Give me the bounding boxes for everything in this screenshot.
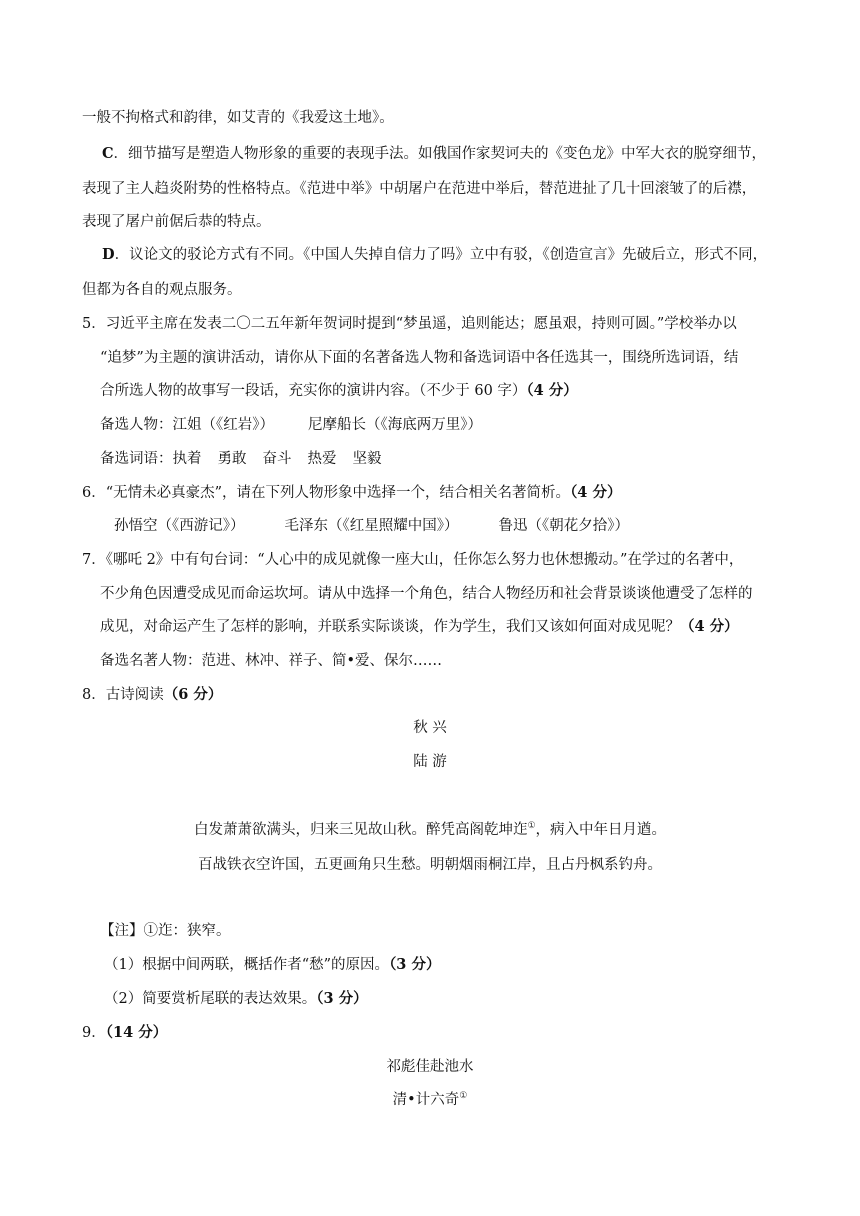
footnote-marker: ① xyxy=(459,1091,468,1102)
question-8-sub-2-score: （3 分） xyxy=(316,990,368,1007)
question-5-people xyxy=(100,415,482,435)
option-d-line-1 xyxy=(102,245,767,265)
question-8-sub-2-text: （2）简要赏析尾联的表达效果。 xyxy=(104,991,317,1007)
poem-line-1 xyxy=(0,820,860,840)
prose-author-name: 清•计六奇 xyxy=(392,1092,460,1108)
poem-line-1-part-b: ，病入中年日月遒。 xyxy=(535,822,667,838)
option-d-letter: D xyxy=(102,246,115,263)
question-6 xyxy=(82,483,621,503)
words-label: 备选词语： xyxy=(100,451,173,467)
option-d-text-1: ．议论文的驳论方式有不同。《中国人失掉自信力了吗》立中有驳，《创造宣言》先破后立，形式不同， xyxy=(114,247,768,263)
character-option: 毛泽东（《红星照耀中国》） xyxy=(284,518,459,534)
option-c-line-3: 表现了屠户前倨后恭的特点。 xyxy=(82,214,271,230)
poem-line-2: 百战铁衣空许国，五更画角只生愁。明朝烟雨桐江岸，且占丹枫系钓舟。 xyxy=(198,857,662,873)
character-option: 鲁迅（《朝花夕拾》） xyxy=(498,518,629,534)
question-7-score: （4 分） xyxy=(680,618,739,635)
word-option: 坚毅 xyxy=(352,451,382,467)
question-5-line-2: “追梦”为主题的演讲活动，请你从下面的名著备选人物和备选词语中各任选其一，围绕所选词语，结 xyxy=(100,350,739,366)
question-5-text-3: 合所选人物的故事写一段话，充实你的演讲内容。（不少于 60 字） xyxy=(100,383,527,399)
poem-title: 秋 兴 xyxy=(413,720,447,736)
person-option: 尼摩船长（《海底两万里》） xyxy=(308,417,482,433)
question-5-score: （4 分） xyxy=(526,382,578,399)
people-label: 备选人物： xyxy=(100,417,173,433)
question-6-score: （4 分） xyxy=(570,484,622,501)
question-9-text: 9． xyxy=(82,1025,106,1041)
question-8 xyxy=(82,685,222,705)
poem-author: 陆 游 xyxy=(413,754,447,770)
question-8-sub-2 xyxy=(104,989,368,1009)
word-option: 奋斗 xyxy=(262,451,292,467)
question-7-candidates: 备选名著人物：范进、林冲、祥子、简•爱、保尔…… xyxy=(100,653,443,669)
question-7-line-1: 7．《哪吒 2》中有句台词：“人心中的成见就像一座大山，任你怎么努力也休想搬动。”在学过的名著中， xyxy=(82,552,744,568)
question-9 xyxy=(82,1023,167,1043)
question-8-text: 8．古诗阅读 xyxy=(82,687,164,703)
prev-option-continuation: 一般不拘格式和韵律，如艾青的《我爱这土地》。 xyxy=(82,110,394,126)
poem-line-1-part-a: 白发萧萧欲满头，归来三见故山秋。醉凭高阁乾坤迮 xyxy=(193,822,528,838)
option-c-line-2: 表现了主人趋炎附势的性格特点。《范进中举》中胡屠户在范进中举后，替范进扯了几十回滚皱了的后襟， xyxy=(82,181,757,197)
question-8-sub-1-text: （1）根据中间两联，概括作者“愁”的原因。 xyxy=(104,957,390,973)
word-option: 勇敢 xyxy=(217,451,247,467)
question-8-sub-1 xyxy=(104,955,440,975)
question-7-line-3 xyxy=(100,617,739,637)
question-8-score: （6 分） xyxy=(163,686,223,703)
question-7-line-2: 不少角色因遭受成见而命运坎坷。请从中选择一个角色，结合人物经历和社会背景谈谈他遭受了怎样的 xyxy=(100,586,753,602)
question-5-words xyxy=(100,449,382,469)
question-5-line-3 xyxy=(100,381,578,401)
question-6-options xyxy=(114,516,629,536)
prose-author xyxy=(0,1090,860,1110)
question-8-sub-1-score: （3 分） xyxy=(389,956,441,973)
prose-title: 祁彪佳赴池水 xyxy=(386,1059,474,1075)
option-d-line-2: 但都为各自的观点服务。 xyxy=(82,282,242,298)
question-6-text: 6．“无情未必真豪杰”，请在下列人物形象中选择一个，结合相关名著简析。 xyxy=(82,485,571,501)
question-9-score: （14 分） xyxy=(105,1024,168,1041)
question-5-line-1: 5．习近平主席在发表二〇二五年新年贺词时提到“梦虽遥，追则能达；愿虽艰，持则可圆。”学校举办以 xyxy=(82,316,737,332)
word-option: 热爱 xyxy=(307,451,337,467)
question-7-text-3: 成见，对命运产生了怎样的影响，并联系实际谈谈，作为学生，我们又该如何面对成见呢？ xyxy=(100,619,680,635)
person-option: 江姐（《红岩》） xyxy=(172,417,274,433)
option-c-letter: C xyxy=(102,145,114,162)
option-c-text-1: ．细节描写是塑造人物形象的重要的表现手法。如俄国作家契诃夫的《变色龙》中军大衣的脱穿细节， xyxy=(113,146,767,162)
footnote-marker: ① xyxy=(527,821,536,832)
character-option: 孙悟空（《西游记》） xyxy=(114,518,245,534)
poem-note: 【注】①迮：狭窄。 xyxy=(100,923,231,939)
word-option: 执着 xyxy=(172,451,202,467)
option-c-line-1 xyxy=(102,144,766,164)
